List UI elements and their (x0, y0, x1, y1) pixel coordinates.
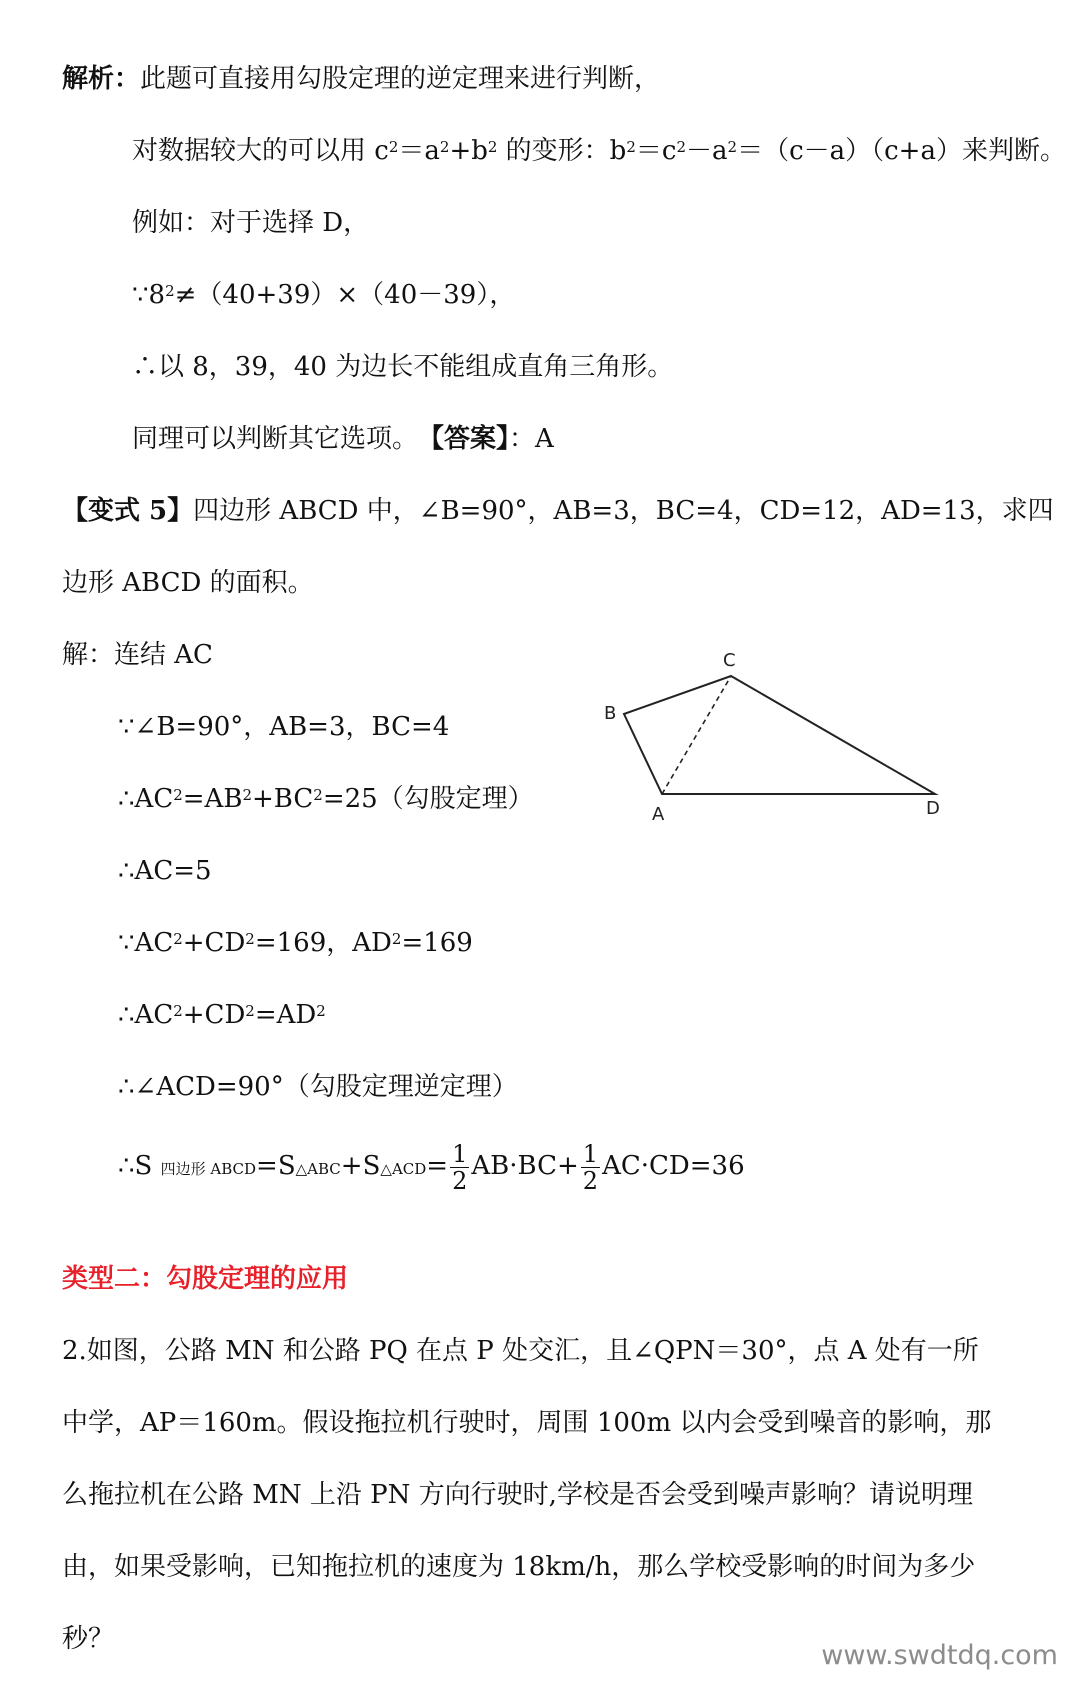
analysis-line-5: ∴以 8，39，40 为边长不能组成直角三角形。 (132, 352, 674, 382)
analysis-label: 解析： (62, 64, 141, 94)
problem-line-5: 秒？ (62, 1624, 115, 1654)
analysis-line-2: 对数据较大的可以用 $c^2=a^2+b^2$ 的变形：$b^2=c^2-a^2=(c-a)(c+a)$来判断。 (132, 136, 1066, 166)
vertex-label-d: D (926, 798, 940, 819)
fraction-half-2: $\frac{1}{2}$ (582, 1139, 599, 1195)
problem-line-3: 么拖拉机在公路 MN 上沿 PN 方向行驶时,学校是否会受到噪声影响？请说明理 (62, 1480, 973, 1510)
analysis-line-6: 同理可以判断其它选项。 【答案】：A (132, 424, 554, 454)
variant-label: 【变式 5】 (62, 496, 194, 526)
problem-line-2: 中学，AP＝160m。假设拖拉机行驶时，周围 100m 以内会受到噪音的影响，那 (62, 1408, 992, 1438)
vertex-label-a: A (652, 804, 665, 825)
solution-line-2: ∵∠B=90°，AB=3，BC=4 (118, 712, 450, 742)
solution-line-7: ∴∠ACD=90°（勾股定理逆定理） (118, 1072, 518, 1102)
solution-line-4: ∴AC=5 (118, 856, 212, 886)
analysis-line-4: $\because 8^2\ne(40+39)\times(40-39)$， (132, 280, 516, 310)
analysis-line-1: 解析：此题可直接用勾股定理的逆定理来进行判断， (62, 64, 661, 94)
analysis-line-3: 例如：对于选择 D， (132, 208, 370, 238)
section-heading: 类型二：勾股定理的应用 (62, 1264, 349, 1294)
variant-line-1: 【变式 5】四边形 ABCD 中，∠B=90°，AB=3，BC=4，CD=12，AD=13，求四 (62, 496, 1054, 526)
quadrilateral-outline (624, 676, 935, 794)
fraction-half-1: $\frac{1}{2}$ (452, 1139, 468, 1195)
problem-line-1: 2.如图，公路 MN 和公路 PQ 在点 P 处交汇，且∠QPN＝30°，点 A 处有一所 (62, 1336, 979, 1366)
problem-line-4: 由，如果受影响，已知拖拉机的速度为 18km/h，那么学校受影响的时间为多少 (62, 1552, 976, 1582)
vertex-label-c: C (723, 650, 736, 671)
solution-line-6: $\therefore AC^2+CD^2=AD^2$ (118, 1000, 326, 1030)
variant-line-2: 边形 ABCD 的面积。 (62, 568, 314, 598)
solution-line-3: $\therefore AC^2=AB^2+BC^2=25$（勾股定理） (118, 784, 534, 814)
quadrilateral-abcd-figure (592, 640, 952, 835)
solution-line-1: 解：连结 AC (62, 640, 213, 670)
vertex-label-b: B (604, 703, 617, 724)
diagonal-ac (662, 676, 731, 794)
solution-line-8: ∴S 四边形 ABCD=S△ABC+S△ACD= $\frac{1}{2}$ AB·BC+ $\frac{1}{2}$ AC·CD=36 (118, 1139, 745, 1195)
watermark: www.swdtdq.com (821, 1640, 1058, 1671)
answer-label: 【答案】 (431, 424, 510, 454)
solution-line-5: $\because AC^2+CD^2=169$，$AD^2=169$ (118, 928, 473, 958)
